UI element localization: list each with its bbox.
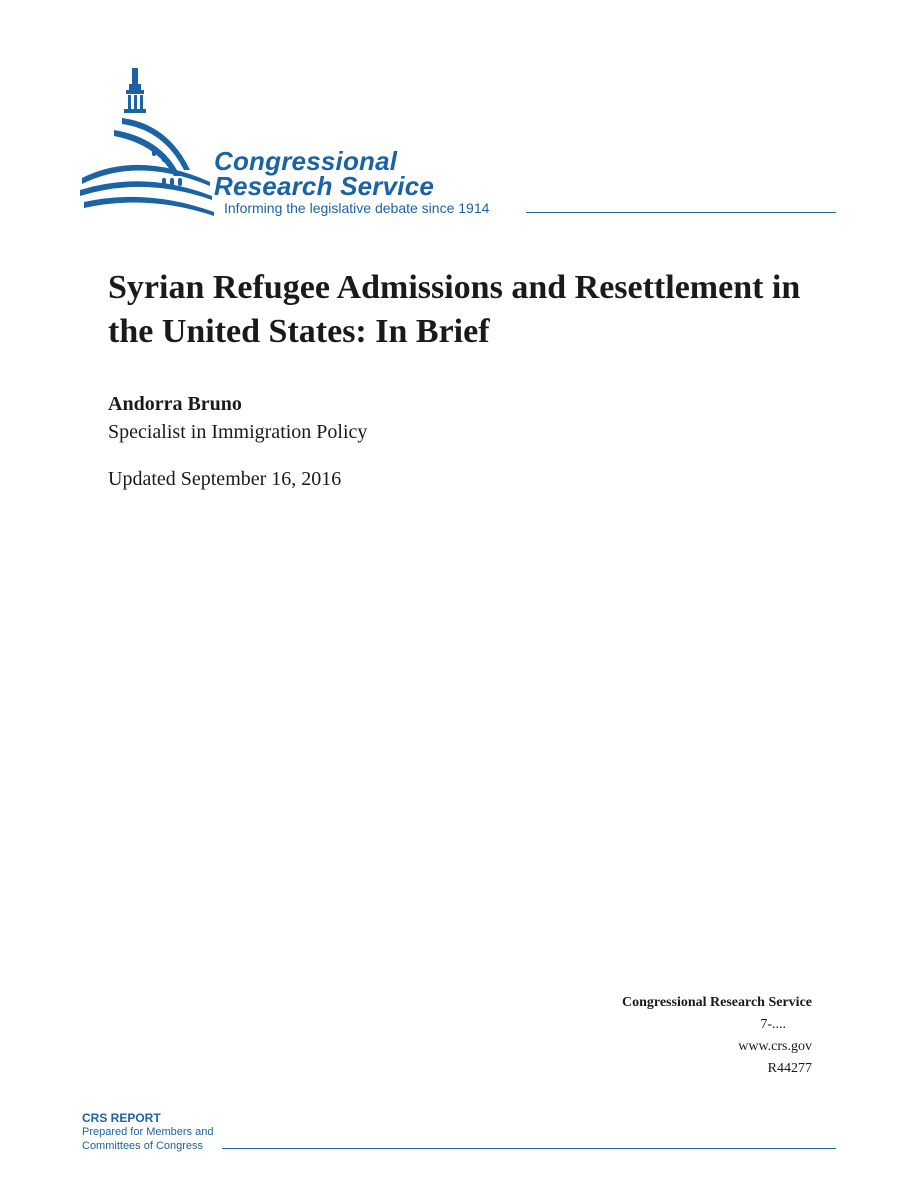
footer-crs-report (82, 1111, 213, 1153)
author-name: Andorra Bruno (108, 393, 242, 415)
author-role: Specialist in Immigration Policy (108, 421, 368, 443)
logo-name-line2: Research Service (214, 171, 435, 201)
logo-name-line1: Congressional (214, 146, 398, 176)
report-number: R44277 (767, 1061, 812, 1076)
footer-line1: Prepared for Members and (82, 1126, 214, 1138)
org-name: Congressional Research Service (621, 995, 812, 1010)
report-title: Syrian Refugee Admissions and Resettlement in the United States: In Brief (108, 269, 801, 350)
logo-tagline: Informing the legislative debate since 1914 (224, 200, 490, 216)
org-website[interactable]: www.crs.gov (738, 1039, 812, 1054)
org-info (622, 992, 812, 1080)
crs-logo (78, 66, 838, 222)
logo-divider (526, 212, 836, 213)
footer-line2: Committees of Congress (82, 1140, 204, 1152)
org-code: 7-.... (760, 1017, 786, 1032)
footer-label: CRS REPORT (82, 1111, 161, 1125)
footer-divider (222, 1148, 836, 1149)
updated-date: Updated September 16, 2016 (108, 468, 342, 490)
capitol-dome-icon (78, 66, 218, 222)
